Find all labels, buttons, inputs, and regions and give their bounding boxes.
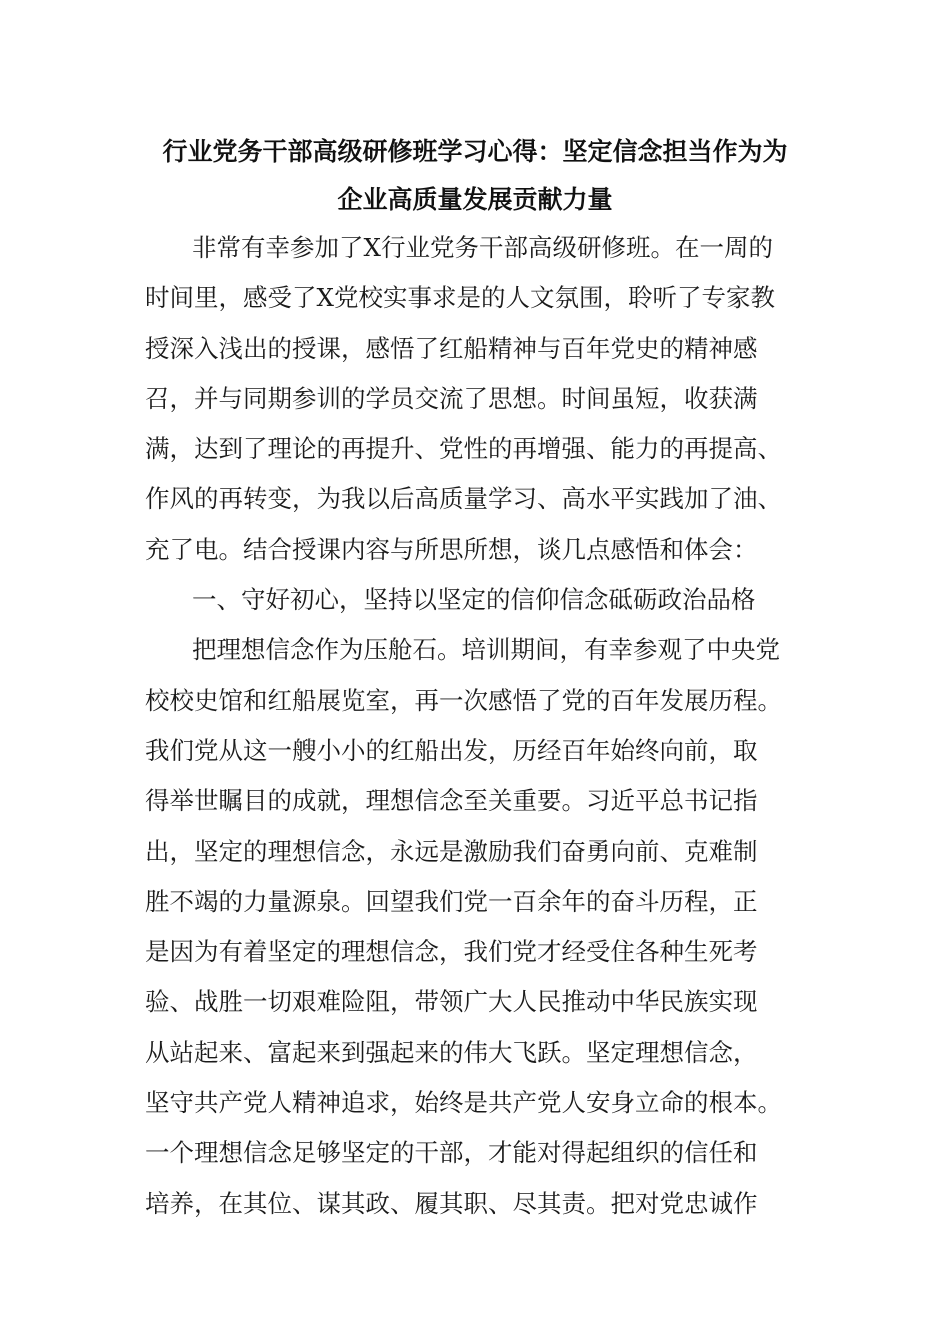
paragraph-line: 召，并与同期参训的学员交流了思想。时间虽短，收获满 [145, 383, 758, 413]
paragraph-line: 充了电。结合授课内容与所思所想，谈几点感悟和体会： [145, 534, 758, 564]
paragraph-line: 时间里，感受了X党校实事求是的人文氛围，聆听了专家教 [145, 283, 775, 313]
paragraph-line: 非常有幸参加了X行业党务干部高级研修班。在一周的 [192, 233, 773, 262]
paragraph-line: 得举世瞩目的成就，理想信念至关重要。习近平总书记指 [145, 786, 758, 816]
paragraph-line: 胜不竭的力量源泉。回望我们党一百余年的奋斗历程，正 [145, 886, 758, 916]
document-title-line-2: 企业高质量发展贡献力量 [337, 185, 613, 214]
paragraph-line: 满，达到了理论的再提升、党性的再增强、能力的再提高、 [145, 434, 782, 464]
paragraph-line: 授深入浅出的授课，感悟了红船精神与百年党史的精神感 [145, 333, 758, 363]
paragraph-line: 校校史馆和红船展览室，再一次感悟了党的百年发展历程。 [145, 685, 782, 715]
document-title-line-1: 行业党务干部高级研修班学习心得：坚定信念担当作为为 [162, 137, 788, 166]
paragraph-line: 验、战胜一切艰难险阻，带领广大人民推动中华民族实现 [145, 987, 758, 1017]
paragraph-line: 坚守共产党人精神追求，始终是共产党人安身立命的根本。 [145, 1088, 782, 1118]
paragraph-line: 从站起来、富起来到强起来的伟大飞跃。坚定理想信念， [145, 1037, 758, 1067]
paragraph-line: 把理想信念作为压舱石。培训期间，有幸参观了中央党 [192, 635, 780, 665]
paragraph-line: 我们党从这一艘小小的红船出发，历经百年始终向前，取 [145, 735, 758, 765]
paragraph-line: 作风的再转变，为我以后高质量学习、高水平实践加了油、 [145, 484, 782, 514]
section-heading: 一、守好初心，坚持以坚定的信仰信念砥砺政治品格 [192, 585, 756, 615]
document-body [145, 223, 810, 1229]
paragraph-line: 一个理想信念足够坚定的干部，才能对得起组织的信任和 [145, 1138, 758, 1168]
paragraph-line: 培养，在其位、谋其政、履其职、尽其责。把对党忠诚作 [145, 1188, 758, 1218]
paragraph-line: 出，坚定的理想信念，永远是激励我们奋勇向前、克难制 [145, 836, 758, 866]
paragraph-line: 是因为有着坚定的理想信念，我们党才经受住各种生死考 [145, 937, 758, 967]
